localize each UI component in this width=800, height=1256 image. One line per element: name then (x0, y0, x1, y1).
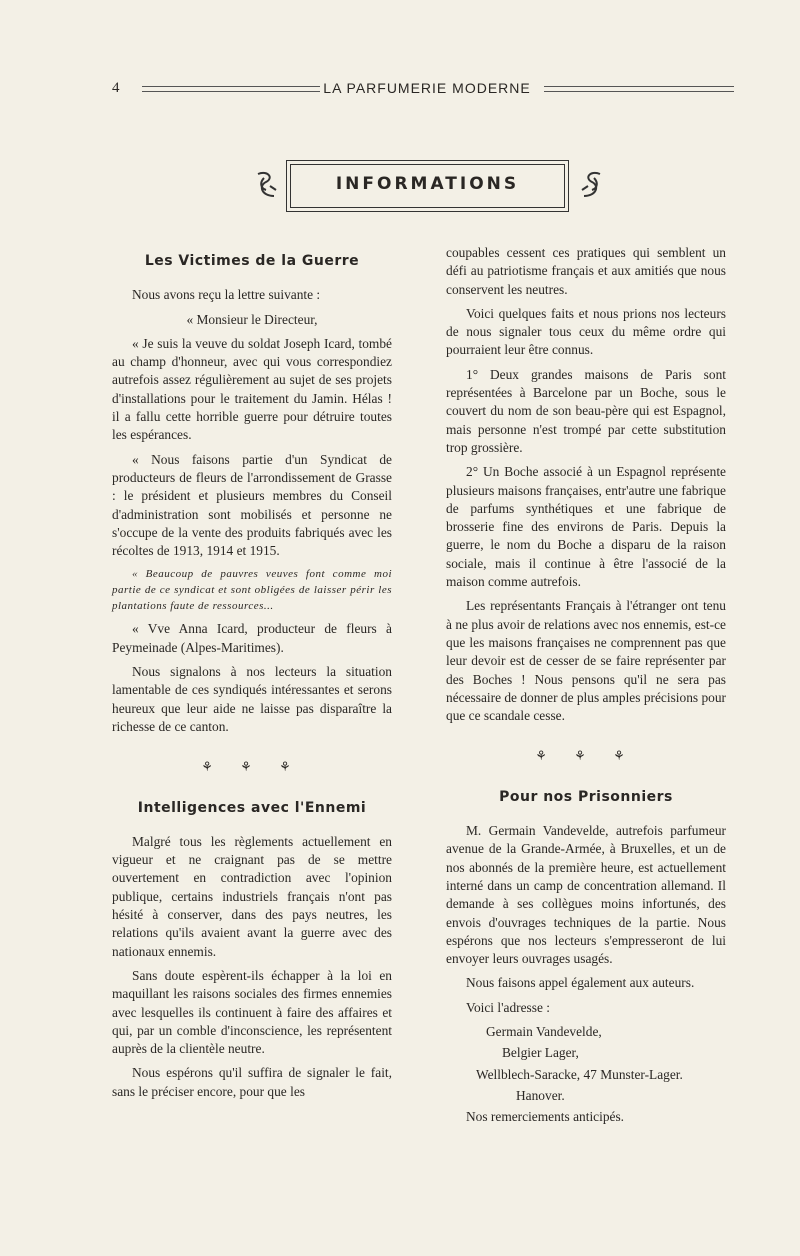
paragraph: Voici quelques faits et nous prions nos lecteurs de nous signaler tous ceux du même ordre qui pourraient leur être connus. (446, 305, 726, 358)
paragraph: Voici l'adresse : (466, 999, 550, 1015)
asterism-divider: ⚘ ⚘ ⚘ (535, 748, 637, 764)
paragraph: Nous avons reçu la lettre suivante : (132, 287, 321, 303)
address-line: Hanover. (516, 1087, 565, 1103)
paragraph: Sans doute espèrent-ils échapper à la loi en maquillant les raisons sociales des firmes ennemies avec lesquelles ils continuent à faire des affaires et qui, par un comble d'inconscience, les représentent auprès de la clientèle neutre. (112, 967, 392, 1057)
paragraph: coupables cessent ces pratiques qui semblent un défi au patriotisme français et aux amitiés que nous conservent les neutres. (446, 245, 726, 297)
page-number: 4 (112, 80, 120, 96)
article-heading: Intelligences avec l'Ennemi (137, 799, 367, 816)
paragraph: Les représentants Français à l'étranger ont tenu à ne plus avoir de relations avec nos ennemis, est-ce que les maisons françaises ne comprennent pas que leur devoir est de cesser de se faire représenter par des Boches ! Nous pensons qu'il ne sera pas nécessaire de donner de plus amples précisions pour que ce scandale cesse. (446, 598, 727, 724)
floral-ornament-icon (578, 168, 604, 202)
header-rule-right (544, 86, 734, 92)
paragraph: « Je suis la veuve du soldat Joseph Icard, tombé au champ d'honneur, avec qui vous correspondiez autrefois assez régulièrement au sujet de ses projets d'installations pour le traitement du Jamin. Hélas ! il a fallu cette horrible guerre pour détruire toutes les espérances. (112, 335, 392, 443)
left-column (112, 244, 392, 1107)
paragraph: 1° Deux grandes maisons de Paris sont représentées à Barcelone par un Boche, sous le couvert du nom de son beau-père qui est Espagnol, mais personne n'est trompé par cette substitution trop grossière. (446, 366, 726, 455)
banner-title: INFORMATIONS (335, 174, 520, 194)
salutation: « Monsieur le Directeur, (186, 311, 318, 327)
paragraph: Nous espérons qu'il suffira de signaler le fait, sans le préciser encore, pour que les (112, 1065, 392, 1099)
right-column (446, 244, 726, 1132)
paragraph: « Beaucoup de pauvres veuves font comme moi partie de ce syndicat et sont obligées de laisser périr les plantations faute de ressources... (112, 568, 392, 613)
postal-address (446, 1023, 726, 1105)
paragraph: Nos remerciements anticipés. (466, 1109, 625, 1125)
paragraph: Nous faisons appel également aux auteurs. (466, 975, 695, 991)
paragraph: Nous signalons à nos lecteurs la situation lamentable de ces syndiqués intéressantes et serons heureux que leur aide ne laisse pas disparaître la richesse de ce canton. (112, 664, 392, 734)
page-header (112, 80, 742, 100)
paragraph: 2° Un Boche associé à un Espagnol représente plusieurs maisons françaises, entr'autre une fabrique de parfums synthétiques et une fabrique de brosserie fine des environs de Paris. Depuis la guerre, le nom du Boche a disparu de la raison sociale, mais il continue à être l'associé de la maison comme autrefois. (446, 464, 726, 590)
article-heading: Les Victimes de la Guerre (144, 253, 360, 269)
address-line: Germain Vandevelde, (486, 1023, 602, 1039)
journal-title: LA PARFUMERIE MODERNE (323, 80, 531, 96)
address-line: Wellblech-Saracke, 47 Munster-Lager. (476, 1066, 683, 1082)
address-line: Belgier Lager, (502, 1045, 579, 1061)
article-heading: Pour nos Prisonniers (499, 788, 673, 805)
floral-ornament-icon (254, 168, 280, 202)
paragraph: Malgré tous les règlements actuellement en vigueur et ne craignant pas de se mettre ouvertement en contradiction avec l'opinion publique, certains industriels français n'ont pas hésité à conserver, dans des pays neutres, les relations qu'ils avaient avant la guerre avec des nationaux ennemis. (112, 833, 392, 959)
paragraph: M. Germain Vandevelde, autrefois parfumeur avenue de la Grande-Armée, à Bruxelles, et un de nos abonnés de la première heure, est actuellement interné dans un camp de concentration allemand. Il demande à ses collègues moins infortunés, des envois d'ouvrages techniques de la partie. Nous espérons que nos lecteurs s'empresseront de lui envoyer leurs ouvrages usagés. (446, 823, 726, 967)
section-banner (254, 160, 604, 212)
signature: « Vve Anna Icard, producteur de fleurs à Peymeinade (Alpes-Maritimes). (112, 621, 392, 655)
paragraph: « Nous faisons partie d'un Syndicat de producteurs de fleurs de l'arrondissement de Grasse : le président et plusieurs membres du Conseil d'administration sont mobilisés et personne ne s'occupe de la vente des produits fabriqués avec les récoltes de 1913, 1914 et 1915. (112, 451, 392, 559)
asterism-divider: ⚘ ⚘ ⚘ (201, 759, 303, 775)
